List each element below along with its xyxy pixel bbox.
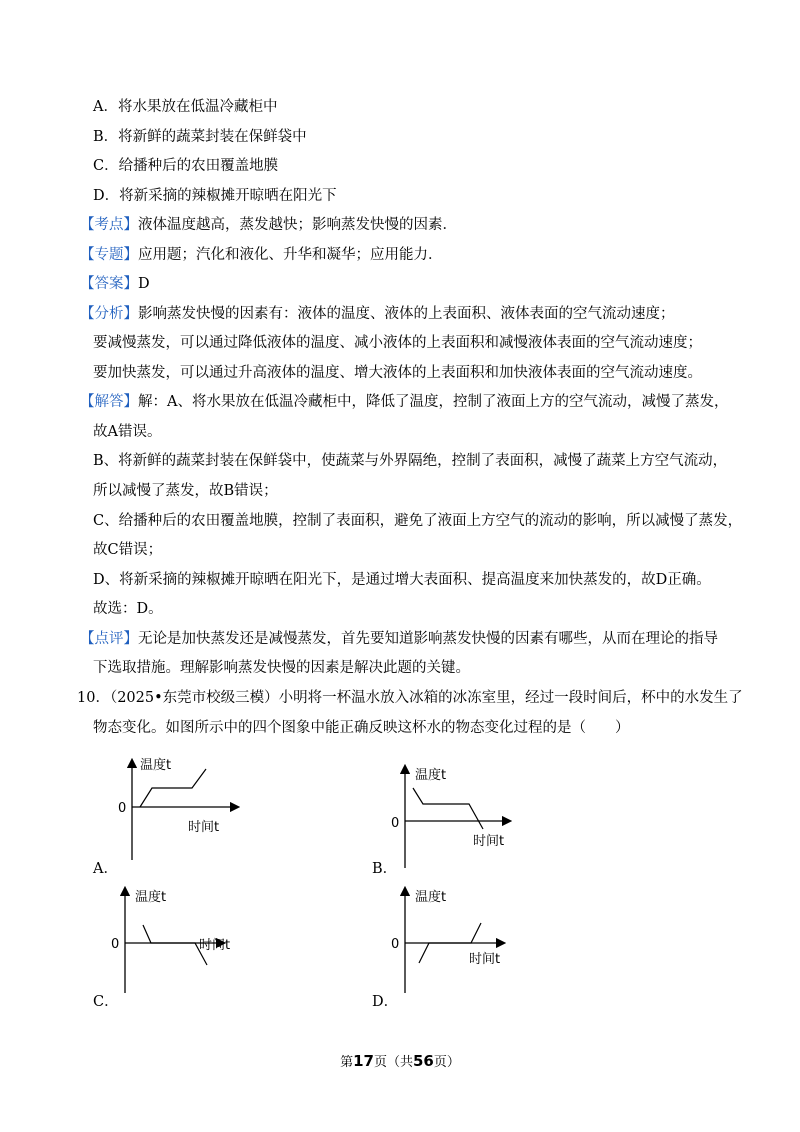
jieda-line8: 故选：D。 [93, 601, 163, 617]
graph-c-y-label: 温度t [135, 890, 167, 905]
fenxi-line2: 要减慢蒸发，可以通过降低液体的温度、减小液体的上表面积和减慢液体表面的空气流动速度； [93, 335, 702, 351]
graph-c-svg [111, 885, 245, 995]
graph-c-origin: 0 [111, 937, 120, 952]
jieda-line5: C、给播种后的农田覆盖地膜，控制了表面积，避免了液面上方空气的流动的影响，所以减慢了蒸发， [93, 513, 743, 529]
dianping-line2: 下选取措施。理解影响蒸发快慢的因素是解决此题的关键。 [93, 660, 470, 676]
graph-a [110, 755, 240, 865]
question-number: 10． [77, 690, 110, 706]
graph-b-svg [391, 763, 525, 873]
graph-b-x-label: 时间t [473, 834, 505, 849]
question-line2: 物态变化。如图所示中的四个图象中能正确反映这杯水的物态变化过程的是（ ） [93, 720, 630, 736]
daan-row [80, 274, 150, 294]
zhuanti-text: 应用题；汽化和液化、升华和凝华；应用能力． [138, 247, 443, 263]
graph-a-origin: 0 [118, 801, 127, 816]
graph-a-curve [140, 769, 206, 807]
zhuanti-tag: 【专题】 [80, 247, 138, 263]
jieda-line4: 所以减慢了蒸发，故B错误； [93, 483, 278, 499]
jieda-line3: B、将新鲜的蔬菜封装在保鲜袋中，使蔬菜与外界隔绝，控制了表面积，减慢了蔬菜上方空气流动， [93, 453, 728, 469]
graph-d-svg [391, 885, 525, 995]
dianping-tag: 【点评】 [80, 631, 138, 647]
graph-b-y-label: 温度t [415, 768, 447, 783]
kaodian-tag: 【考点】 [80, 217, 138, 233]
option-c-text: C．给播种后的农田覆盖地膜 [93, 158, 279, 174]
graph-b-option-label: B． [372, 861, 398, 877]
footer-mid: 页（共 [373, 1055, 413, 1070]
jieda-tag: 【解答】 [80, 394, 138, 410]
dianping-row [80, 629, 718, 649]
graph-b [391, 763, 525, 873]
jieda-line1: 解：A、将水果放在低温冷藏柜中，降低了温度，控制了液面上方的空气流动，减慢了蒸发， [138, 394, 729, 410]
option-b-text: B．将新鲜的蔬菜封装在保鲜袋中 [93, 129, 307, 145]
graph-b-curve [413, 788, 483, 829]
graph-c-option-label: C． [93, 994, 119, 1010]
graph-a-option-label: A． [93, 861, 118, 877]
zhuanti-row [80, 245, 443, 265]
footer-total-pages: 56 [413, 1052, 434, 1070]
daan-tag: 【答案】 [80, 276, 138, 292]
graph-c-curve [143, 925, 207, 965]
footer-pre: 第 [340, 1055, 354, 1070]
graph-a-svg [110, 755, 240, 865]
option-d-text: D．将新采摘的辣椒摊开晾晒在阳光下 [93, 188, 337, 204]
footer-post: 页） [433, 1055, 460, 1070]
graph-d-origin: 0 [391, 937, 400, 952]
jieda-row [80, 392, 728, 412]
graph-d-x-label: 时间t [469, 952, 501, 967]
fenxi-line1: 影响蒸发快慢的因素有：液体的温度、液体的上表面积、液体表面的空气流动速度； [138, 306, 675, 322]
page-footer [0, 1051, 800, 1070]
fenxi-line3: 要加快蒸发，可以通过升高液体的温度、增大液体的上表面积和加快液体表面的空气流动速度。 [93, 365, 702, 381]
graph-d-option-label: D． [372, 994, 399, 1010]
jieda-line6: 故C错误； [93, 542, 163, 558]
graph-a-x-label: 时间t [188, 820, 220, 835]
kaodian-text: 液体温度越高，蒸发越快；影响蒸发快慢的因素． [138, 217, 457, 233]
jieda-line2: 故A错误。 [93, 424, 162, 440]
option-a-text: A．将水果放在低温冷藏柜中 [93, 99, 278, 115]
kaodian-row [80, 215, 457, 235]
graph-a-y-label: 温度t [140, 758, 172, 773]
jieda-line7: D、将新采摘的辣椒摊开晾晒在阳光下，是通过增大表面积、提高温度来加快蒸发的，故D正确。 [93, 572, 711, 588]
fenxi-tag: 【分析】 [80, 306, 138, 322]
graph-d-y-label: 温度t [415, 890, 447, 905]
question-line1: （2025•东莞市校级三模）小明将一杯温水放入冰箱的冰冻室里，经过一段时间后，杯中的水发生了 [109, 690, 743, 706]
footer-page-number: 17 [353, 1052, 374, 1070]
question-row [77, 688, 743, 708]
graph-d [391, 885, 525, 995]
dianping-line1: 无论是加快蒸发还是减慢蒸发，首先要知道影响蒸发快慢的因素有哪些，从而在理论的指导 [138, 631, 718, 647]
fenxi-row [80, 304, 675, 324]
graph-c [111, 885, 245, 995]
graph-b-origin: 0 [391, 816, 400, 831]
daan-text: D [138, 276, 150, 292]
graph-c-x-label: 时间t [199, 938, 231, 953]
